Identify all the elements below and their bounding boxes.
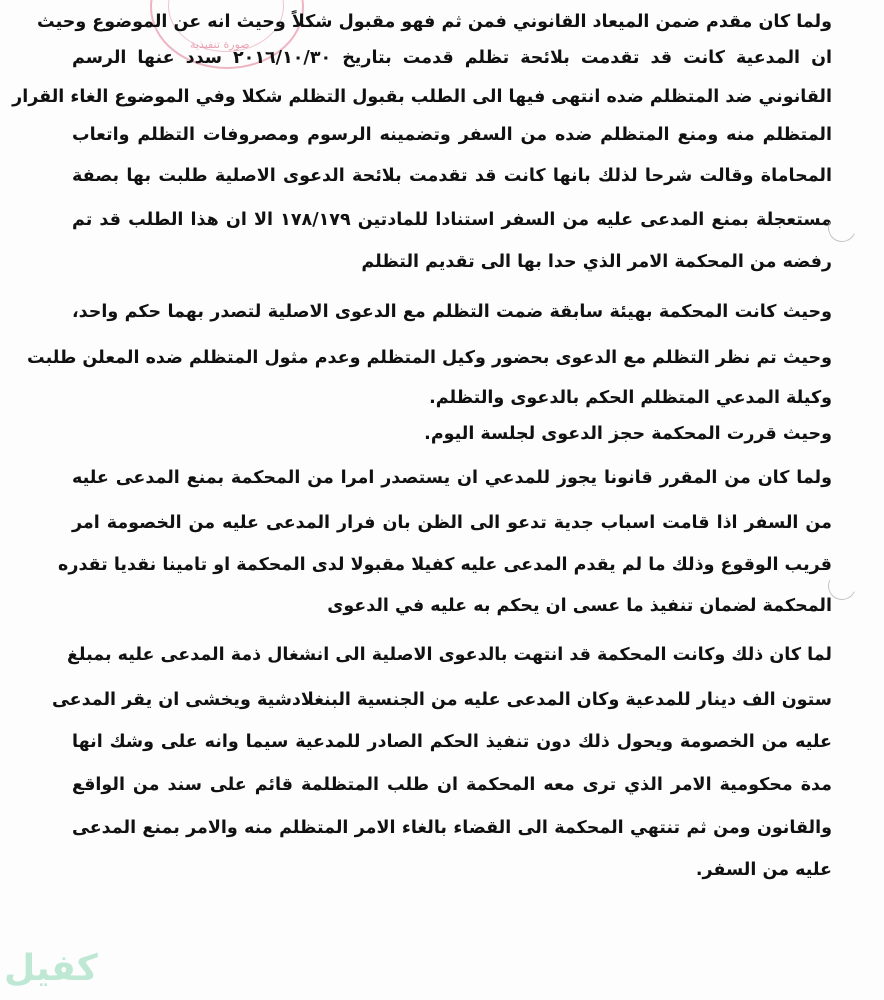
- text-line: لما كان ذلك وكانت المحكمة قد انتهت بالدعوى الاصلية الى انشغال ذمة المدعى عليه بمبلغ: [66, 645, 832, 665]
- text-line: وكيلة المدعي المتظلم الحكم بالدعوى والتظلم.: [429, 388, 832, 408]
- text-line: ولما كان من المقرر قانونا يجوز للمدعي ان يستصدر امرا من المحكمة بمنع المدعى عليه: [72, 468, 832, 488]
- text-line: القانوني ضد المتظلم ضده انتهى فيها الى الطلب بقبول التظلم شكلا وفي الموضوع الغاء القرار: [12, 87, 832, 107]
- text-line: المحاماة وقالت شرحا لذلك بانها كانت قد تقدمت بلائحة الدعوى الاصلية طلبت بها بصفة: [72, 166, 832, 186]
- text-line: مدة محكومية الامر الذي ترى معه المحكمة ان طلب المتظلمة قائم على سند من الواقع: [72, 775, 832, 795]
- text-line: مستعجلة بمنع المدعى عليه من السفر استنادا للمادتين ١٧٨/١٧٩ الا ان هذا الطلب قد تم: [72, 210, 832, 230]
- stamp-text: صورة تنفيذية: [190, 38, 250, 51]
- text-line: من السفر اذا قامت اسباب جدية تدعو الى الظن بان فرار المدعى عليه من الخصومة امر: [72, 513, 832, 533]
- text-line: والقانون ومن ثم تنتهي المحكمة الى القضاء بالغاء الامر المتظلم منه والامر بمنع المدعى: [72, 818, 832, 838]
- text-line: ان المدعية كانت قد تقدمت بلائحة تظلم قدمت بتاريخ ٢٠١٦/١٠/٣٠ سدد عنها الرسم: [72, 48, 833, 68]
- text-line: عليه من الخصومة ويحول ذلك دون تنفيذ الحكم الصادر للمدعية سيما وانه على وشك انها: [72, 732, 832, 752]
- text-line: وحيث تم نظر التظلم مع الدعوى بحضور وكيل المتظلم وعدم مثول المتظلم ضده المعلن طلبت: [27, 348, 832, 368]
- text-line: وحيث قررت المحكمة حجز الدعوى لجلسة اليوم.: [424, 424, 832, 444]
- text-line: رفضه من المحكمة الامر الذي حدا بها الى تقديم التظلم: [361, 252, 832, 272]
- text-line: قريب الوقوع وذلك ما لم يقدم المدعى عليه كفيلا مقبولا لدى المحكمة او تامينا نقديا تقدره: [58, 555, 832, 575]
- text-line: ولما كان مقدم ضمن الميعاد القانوني فمن ثم فهو مقبول شكلاً وحيث انه عن الموضوع وحيث: [37, 12, 832, 32]
- text-line: ستون الف دينار للمدعية وكان المدعى عليه من الجنسية البنغلادشية ويخشى ان يقر المدعى: [51, 690, 832, 710]
- text-line: المحكمة لضمان تنفيذ ما عسى ان يحكم به عليه في الدعوى: [327, 596, 832, 616]
- text-line: وحيث كانت المحكمة بهيئة سابقة ضمت التظلم مع الدعوى الاصلية لتصدر بهما حكم واحد،: [72, 302, 832, 322]
- text-line: المتظلم منه ومنع المتظلم ضده من السفر وتضمينه الرسوم ومصروفات التظلم واتعاب: [72, 125, 832, 145]
- watermark-logo: كفيل: [4, 948, 98, 989]
- text-line: عليه من السفر.: [695, 860, 832, 880]
